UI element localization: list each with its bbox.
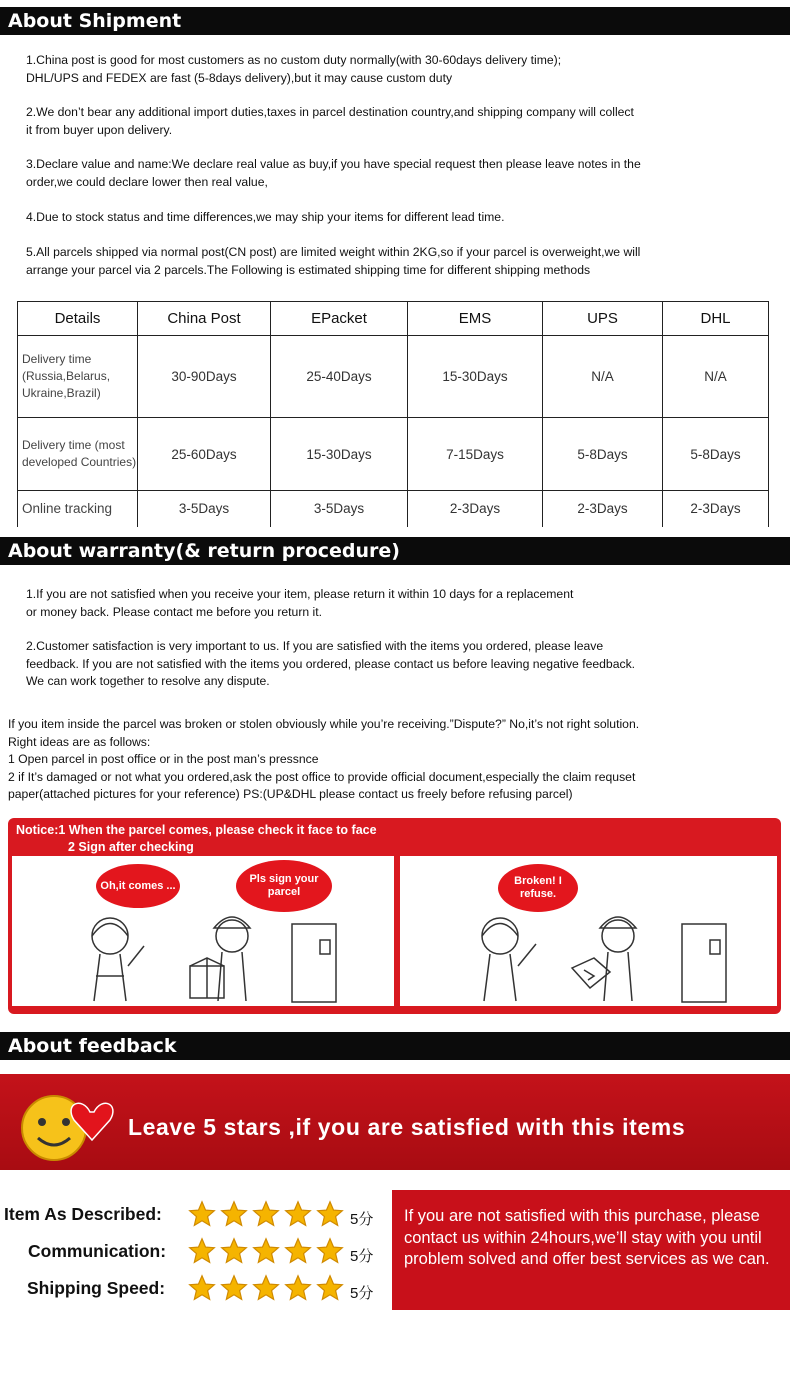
dispute-instructions <box>8 716 788 804</box>
text-line: paper(attached pictures for your reference) PS:(UP&DHL please contact us freely before refusing parcel) <box>8 787 573 801</box>
smiley-heart-icon <box>12 1082 124 1168</box>
speech-bubble: Oh,it comes ... <box>96 864 180 908</box>
notice-illustration <box>8 818 781 1014</box>
table-cell: 7-15Days <box>408 418 543 491</box>
notice-line: 2 Sign after checking <box>68 839 194 854</box>
speech-bubble: Pls sign your parcel <box>236 860 332 912</box>
satisfaction-message: If you are not satisfied with this purchase, please contact us within 24hours,we’ll stay with you until problem solved and offer best services as we can. <box>392 1190 790 1310</box>
table-header-cell: UPS <box>543 302 663 336</box>
table-cell: 2-3Days <box>408 491 543 527</box>
star-icon <box>316 1237 344 1265</box>
text-line: 1.If you are not satisfied when you receive your item, please return it within 10 days for a replacement <box>26 587 574 601</box>
star-icon <box>252 1274 280 1302</box>
text-line: 2.Customer satisfaction is very important to us. If you are satisfied with the items you ordered, please leave <box>26 639 604 653</box>
text-line: 3.Declare value and name:We declare real value as buy,if you have special request then please leave notes in the <box>26 157 641 171</box>
table-header-cell: EPacket <box>271 302 408 336</box>
table-header-row <box>18 302 769 336</box>
text-line: 1 Open parcel in post office or in the post man’s pressnce <box>8 752 319 766</box>
shipment-paragraph-4 <box>26 209 776 227</box>
shipment-paragraph-5 <box>26 244 776 279</box>
text-line: feedback. If you are not satisfied with the items you ordered, please contact us before leaving negative feedback. <box>26 656 636 671</box>
star-icon <box>284 1274 312 1302</box>
rating-score: 5分 <box>350 1248 374 1265</box>
star-icon <box>188 1274 216 1302</box>
notice-line: Notice:1 When the parcel comes, please check it face to face <box>16 823 377 837</box>
star-icon <box>188 1237 216 1265</box>
text-line: We can work together to resolve any dispute. <box>26 674 270 688</box>
shipping-time-table <box>17 301 769 527</box>
table-cell: 2-3Days <box>663 491 769 527</box>
row-label: Online tracking <box>18 491 138 527</box>
text-line: DHL/UPS and FEDEX are fast (5-8days delivery),but it may cause custom duty <box>26 70 453 85</box>
star-rating <box>188 1200 344 1228</box>
row-label: Delivery time (most developed Countries) <box>18 418 138 491</box>
table-header-cell: EMS <box>408 302 543 336</box>
banner-text: Leave 5 stars ,if you are satisfied with this items <box>128 1114 686 1140</box>
table-cell: 5-8Days <box>543 418 663 491</box>
warranty-paragraph-2 <box>26 638 776 691</box>
star-icon <box>188 1200 216 1228</box>
text-line: 2 if It’s damaged or not what you ordered,ask the post office to provide official document,especially the claim requset <box>8 769 636 784</box>
table-row <box>18 336 769 418</box>
star-icon <box>316 1274 344 1302</box>
table-cell: N/A <box>663 336 769 418</box>
rating-label-communication: Communication: <box>28 1241 167 1261</box>
text-line: arrange your parcel via 2 parcels.The Following is estimated shipping time for different shipping methods <box>26 262 591 277</box>
text-line: 2.We don’t bear any additional import duties,taxes in parcel destination country,and shipping company will collect <box>26 105 634 119</box>
rating-label-item: Item As Described: <box>4 1204 162 1224</box>
table-cell: N/A <box>543 336 663 418</box>
text-line: 4.Due to stock status and time differences,we may ship your items for different lead time. <box>26 210 505 224</box>
shipment-header: About Shipment <box>0 7 790 35</box>
row-label: Delivery time (Russia,Belarus, Ukraine,Brazil) <box>18 336 138 418</box>
text-line: Right ideas are as follows: <box>8 734 151 749</box>
table-cell: 3-5Days <box>271 491 408 527</box>
star-icon <box>284 1237 312 1265</box>
text-line: If you item inside the parcel was broken or stolen obviously while you’re receiving.”Dispute?” No,it’s not right solution. <box>8 717 640 731</box>
table-cell: 5-8Days <box>663 418 769 491</box>
text-line: 1.China post is good for most customers as no custom duty normally(with 30-60days delivery time); <box>26 53 562 67</box>
table-row <box>18 491 769 527</box>
table-cell: 25-40Days <box>271 336 408 418</box>
star-rating <box>188 1237 344 1265</box>
warranty-paragraph-1 <box>26 586 776 621</box>
broken-parcel-scene-icon <box>460 906 760 1006</box>
table-header-cell: DHL <box>663 302 769 336</box>
text-line: or money back. Please contact me before you return it. <box>26 604 323 619</box>
feedback-banner <box>0 1074 790 1170</box>
star-icon <box>284 1200 312 1228</box>
table-cell: 3-5Days <box>138 491 271 527</box>
notice-text <box>16 822 377 855</box>
rating-label-shipping: Shipping Speed: <box>27 1278 166 1298</box>
text-line: 5.All parcels shipped via normal post(CN post) are limited weight within 2KG,so if your parcel is overweight,we will <box>26 245 641 259</box>
star-icon <box>316 1200 344 1228</box>
table-header-cell: China Post <box>138 302 271 336</box>
star-icon <box>220 1274 248 1302</box>
star-icon <box>220 1237 248 1265</box>
table-cell: 2-3Days <box>543 491 663 527</box>
star-icon <box>252 1200 280 1228</box>
shipment-paragraph-3 <box>26 156 776 191</box>
text-line: order,we could declare lower then real value, <box>26 174 268 189</box>
rating-score: 5分 <box>350 1285 374 1302</box>
star-icon <box>252 1237 280 1265</box>
table-cell: 30-90Days <box>138 336 271 418</box>
shipment-paragraph-1 <box>26 52 776 87</box>
speech-bubble: Broken! I refuse. <box>498 864 578 912</box>
text-line: it from buyer upon delivery. <box>26 122 173 137</box>
table-row <box>18 418 769 491</box>
table-cell: 15-30Days <box>408 336 543 418</box>
table-header-cell: Details <box>18 302 138 336</box>
woman-and-courier-icon <box>72 906 372 1006</box>
warranty-header: About warranty(& return procedure) <box>0 537 790 565</box>
table-cell: 25-60Days <box>138 418 271 491</box>
illustration-panel-receive <box>12 856 394 1006</box>
feedback-header: About feedback <box>0 1032 790 1060</box>
star-rating <box>188 1274 344 1302</box>
illustration-panel-refuse <box>400 856 777 1006</box>
table-cell: 15-30Days <box>271 418 408 491</box>
shipment-paragraph-2 <box>26 104 776 139</box>
star-icon <box>220 1200 248 1228</box>
rating-score: 5分 <box>350 1211 374 1228</box>
